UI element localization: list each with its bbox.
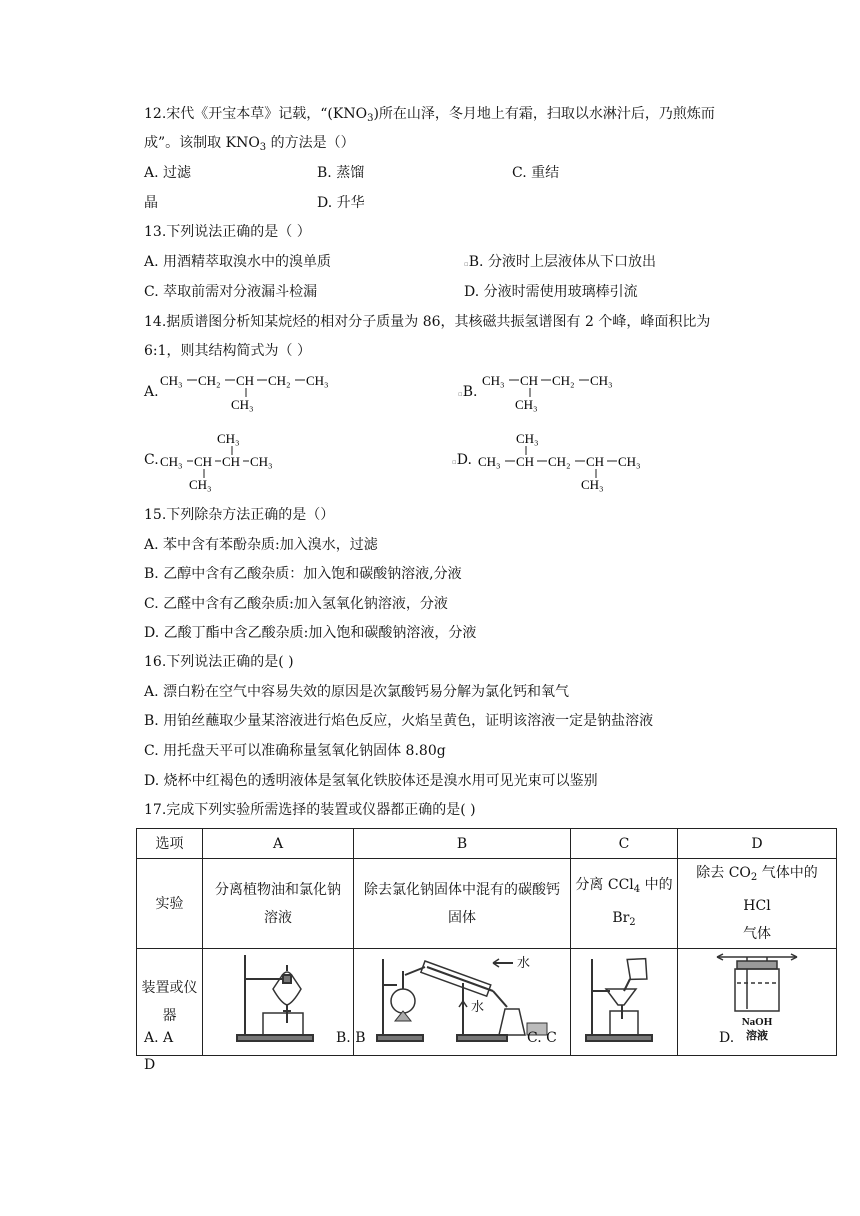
q12-option-a: A. 过滤	[144, 165, 192, 181]
q17-answer-d: D.	[719, 1030, 735, 1046]
gas-washing-bottle-icon	[697, 949, 817, 1045]
q17-answer-c: C. C	[527, 1030, 557, 1046]
header-cell-option: 选项	[137, 829, 203, 859]
group: CH₂	[198, 373, 221, 388]
group: CH₃	[516, 431, 539, 446]
q15-option-a: A. 苯中含有苯酚杂质:加入溴水，过滤	[144, 537, 378, 553]
group: CH₂	[552, 373, 575, 388]
q14-structure-c	[160, 428, 290, 492]
group: CH₃	[306, 373, 329, 388]
group: CH₃	[160, 373, 183, 388]
q14-stem-line2: 6:1，则其结构简式为（ ）	[144, 343, 311, 359]
q14-option-b-label: ▫B.	[458, 384, 478, 400]
q13-stem: 13.下列说法正确的是（ ）	[144, 224, 311, 240]
group: CH₂	[548, 454, 571, 469]
q16-option-b: B. 用铂丝蘸取少量某溶液进行焰色反应，火焰呈黄色，证明该溶液一定是钠盐溶液	[144, 713, 654, 729]
label-water-top: 水	[517, 955, 531, 970]
apparatus-cell-a	[203, 949, 354, 1056]
header-cell-c: C	[571, 829, 678, 859]
group: CH	[516, 454, 535, 469]
q15-option-c: C. 乙醛中含有乙酸杂质:加入氢氧化钠溶液，分液	[144, 596, 448, 612]
table-header-row	[137, 829, 837, 859]
row-label-apparatus: 装置或仪 器	[137, 949, 203, 1056]
filtration-apparatus-icon	[580, 949, 668, 1045]
group: CH	[222, 454, 241, 469]
group: CH₃	[590, 373, 613, 388]
group: CH₃	[482, 373, 505, 388]
q12-option-d: D. 升华	[317, 195, 365, 211]
group: CH₃	[217, 431, 240, 446]
group: CH	[520, 373, 539, 388]
row-label-experiment: 实验	[137, 859, 203, 949]
q14-structure-a	[160, 368, 330, 414]
q16-option-c: C. 用托盘天平可以准确称量氢氧化钠固体 8.80g	[144, 743, 446, 759]
q16-option-d: D. 烧杯中红褐色的透明液体是氢氧化铁胶体还是溴水用可见光束可以鉴别	[144, 773, 598, 789]
experiment-cell-a: 分离植物油和氯化钠 溶液	[203, 859, 354, 949]
q17-answer-b: B. B	[336, 1030, 366, 1046]
q17-stem: 17.完成下列实验所需选择的装置或仪器都正确的是( )	[144, 802, 476, 818]
apparatus-cell-c	[571, 949, 678, 1056]
group: CH₃	[231, 397, 254, 412]
q14-option-a-label: A.	[144, 384, 159, 400]
q17-experiment-table	[136, 828, 837, 1056]
q12-option-c: C. 重结	[512, 165, 560, 181]
apparatus-cell-d	[678, 949, 837, 1056]
q12-stem-line1: 12.宋代《开宝本草》记载，“$(KNO_3)$所在山泽，冬月地上有霜，扫取以水淋汁后，乃煎炼而	[144, 106, 715, 124]
group: CH	[194, 454, 213, 469]
q12-option-b: B. 蒸馏	[317, 165, 365, 181]
header-cell-d: D	[678, 829, 837, 859]
group: CH₃	[250, 454, 273, 469]
group: CH₃	[581, 477, 604, 492]
q15-option-d: D. 乙酸丁酯中含乙酸杂质:加入饱和碳酸钠溶液，分液	[144, 625, 477, 641]
q14-option-c-label: C.	[144, 452, 159, 468]
q14-structure-b	[482, 368, 642, 414]
group: CH₃	[189, 477, 212, 492]
q12-stem-line2: 成”。该制取 $KNO_3$ 的方法是（）	[144, 135, 355, 153]
q13-option-b: ▫B. 分液时上层液体从下口放出	[464, 254, 656, 270]
separatory-funnel-icon	[223, 949, 333, 1045]
q14-structure-d	[478, 428, 658, 492]
q15-option-b: B. 乙醇中含有乙酸杂质：加入饱和碳酸钠溶液,分液	[144, 566, 462, 582]
experiment-cell-c: 分离 CCl$_4$ 中的 $Br_2$	[571, 859, 678, 949]
experiment-cell-b: 除去氯化钠固体中混有的碳酸钙 固体	[354, 859, 571, 949]
q15-stem: 15.下列除杂方法正确的是（）	[144, 507, 335, 523]
q12-option-c-continued: 晶	[144, 195, 158, 211]
header-cell-b: B	[354, 829, 571, 859]
label-solution: 溶液	[746, 1030, 768, 1042]
group: CH₃	[478, 454, 501, 469]
q14-option-d-label: ▫D.	[452, 452, 472, 468]
q16-option-a: A. 漂白粉在空气中容易失效的原因是次氯酸钙易分解为氯化钙和氧气	[144, 684, 570, 700]
q16-stem: 16.下列说法正确的是( )	[144, 654, 294, 670]
q13-option-a: A. 用酒精萃取溴水中的溴单质	[144, 254, 332, 270]
experiment-cell-d: 除去 $CO_2$ 气体中的 HCl 气体	[678, 859, 837, 949]
label-naoh: NaOH	[741, 1016, 773, 1028]
group: CH₃	[618, 454, 641, 469]
group: CH	[236, 373, 255, 388]
group: CH₃	[160, 454, 183, 469]
q17-answer-d-continued: D	[144, 1057, 156, 1073]
label-water-bottom: 水	[471, 999, 485, 1014]
q13-option-c: C. 萃取前需对分液漏斗检漏	[144, 284, 318, 300]
q14-stem-line1: 14.据质谱图分析知某烷烃的相对分子质量为 86，其核磁共振氢谱图有 2 个峰，峰面积比为	[144, 314, 711, 330]
group: CH₂	[268, 373, 291, 388]
q17-answer-a: A. A	[144, 1030, 174, 1046]
group: CH	[586, 454, 605, 469]
header-cell-a: A	[203, 829, 354, 859]
table-row-experiment	[137, 859, 837, 949]
q13-option-d: D. 分液时需使用玻璃棒引流	[464, 284, 638, 300]
group: CH₃	[515, 397, 538, 412]
